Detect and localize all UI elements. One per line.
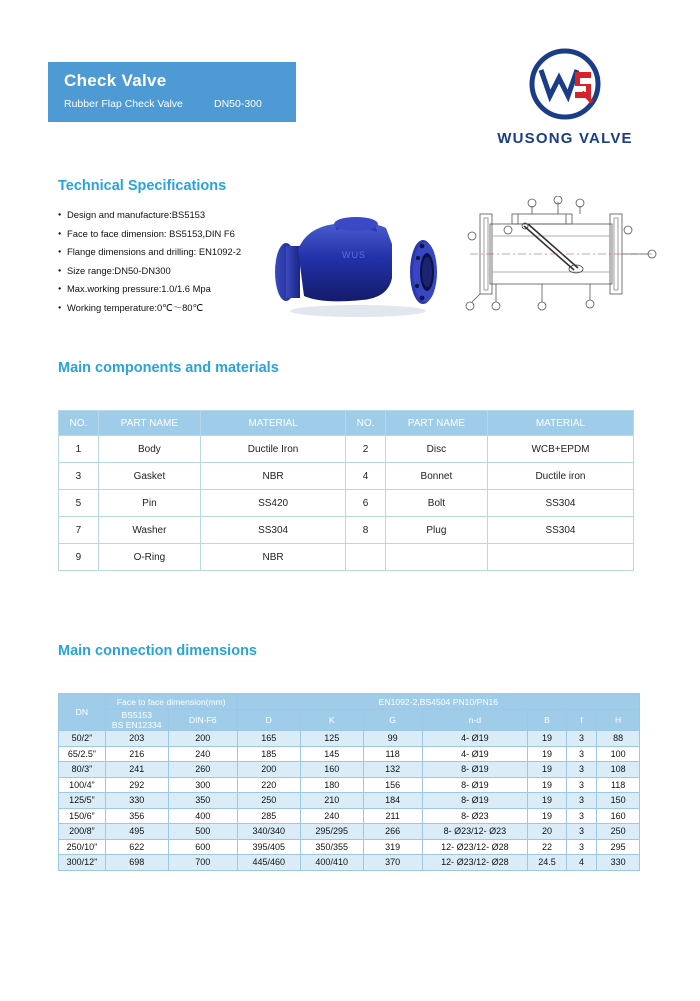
cell-part: Bonnet [385,463,487,490]
cell-g: 99 [363,731,422,747]
cell-b: 22 [528,839,567,855]
cell-dn: 50/2” [59,731,106,747]
col-bs5153 [105,710,168,731]
col-face-to-face: Face to face dimension(mm) [105,694,237,710]
cell-nd: 8- Ø23 [422,808,528,824]
cell-f: 3 [566,808,596,824]
table-row [59,746,640,762]
cell-nd: 8- Ø19 [422,777,528,793]
dimensions-heading: Main connection dimensions [58,643,257,659]
cell-d: 220 [237,777,300,793]
cell-d: 395/405 [237,839,300,855]
cell-f: 3 [566,777,596,793]
cell-b: 24.5 [528,855,567,871]
table-row [59,517,634,544]
spec-item: ● Design and manufacture:BS5153 [58,206,268,225]
table-row [59,436,634,463]
table-row [59,544,634,571]
cell-b: 19 [528,777,567,793]
col-d: D [237,710,300,731]
col-no-1: NO. [59,411,99,436]
cell-material: WCB+EPDM [487,436,633,463]
cell-g: 370 [363,855,422,871]
cell-g: 132 [363,762,422,778]
cell-material: NBR [201,463,346,490]
page-header [0,0,700,160]
cell-dn: 125/5” [59,793,106,809]
cell-dinf6: 700 [168,855,237,871]
cell-k: 295/295 [300,824,363,840]
cell-h: 108 [597,762,640,778]
col-partname-1: PART NAME [98,411,200,436]
cell-bs5153: 292 [105,777,168,793]
cell-dinf6: 350 [168,793,237,809]
cell-g: 211 [363,808,422,824]
cell-material: Ductile Iron [201,436,346,463]
cell-bs5153: 698 [105,855,168,871]
cell-k: 240 [300,808,363,824]
cell-g: 266 [363,824,422,840]
cell-h: 160 [597,808,640,824]
cell-f: 3 [566,731,596,747]
table-row [59,490,634,517]
cell-nd: 4- Ø19 [422,731,528,747]
col-en1092: EN1092-2,BS4504 PN10/PN16 [237,694,639,710]
cell-no [346,544,386,571]
table-row [59,808,640,824]
cell-dinf6: 400 [168,808,237,824]
col-g: G [363,710,422,731]
cell-d: 185 [237,746,300,762]
cell-material: SS304 [201,517,346,544]
cell-f: 3 [566,762,596,778]
cell-k: 160 [300,762,363,778]
cell-b: 19 [528,731,567,747]
cell-dinf6: 200 [168,731,237,747]
cell-part: Washer [98,517,200,544]
col-dn: DN [59,694,106,731]
cell-g: 319 [363,839,422,855]
cell-k: 125 [300,731,363,747]
cell-d: 165 [237,731,300,747]
table-sub-header-row [59,710,640,731]
col-b: B [528,710,567,731]
cell-bs5153: 622 [105,839,168,855]
cell-dinf6: 500 [168,824,237,840]
spec-item: ● Size range:DN50-DN300 [58,262,268,281]
cell-f: 3 [566,746,596,762]
cell-dn: 100/4” [59,777,106,793]
cell-d: 285 [237,808,300,824]
cell-part: Bolt [385,490,487,517]
cell-no: 1 [59,436,99,463]
cell-b: 19 [528,762,567,778]
size-range-label: DN50-300 [214,98,262,110]
components-table [58,410,634,571]
table-row [59,855,640,871]
spec-item: ● Working temperature:0℃～80℃ [58,299,268,318]
cell-dinf6: 240 [168,746,237,762]
brand-logo [470,48,660,158]
cell-dinf6: 260 [168,762,237,778]
cell-bs5153: 356 [105,808,168,824]
page-subtitle: Rubber Flap Check Valve [64,98,183,110]
cell-b: 19 [528,808,567,824]
cell-b: 20 [528,824,567,840]
cell-dn: 150/6” [59,808,106,824]
cell-material: SS420 [201,490,346,517]
table-row [59,762,640,778]
dimensions-table [58,693,640,871]
cell-nd: 4- Ø19 [422,746,528,762]
svg-text:WUS: WUS [342,250,366,260]
cell-h: 330 [597,855,640,871]
cell-material: NBR [201,544,346,571]
cell-material: SS304 [487,490,633,517]
cell-dn: 200/8” [59,824,106,840]
col-bs5153-line2: BS EN12334 [111,720,162,730]
col-no-2: NO. [346,411,386,436]
cell-g: 156 [363,777,422,793]
cell-h: 150 [597,793,640,809]
components-heading: Main components and materials [58,360,279,376]
table-row [59,839,640,855]
cell-dn: 300/12” [59,855,106,871]
cell-bs5153: 330 [105,793,168,809]
col-bs5153-line1: BS5153 [121,710,152,720]
cell-bs5153: 203 [105,731,168,747]
cell-h: 100 [597,746,640,762]
cell-part: Disc [385,436,487,463]
table-header-row [59,411,634,436]
technical-specifications-heading: Technical Specifications [58,178,227,194]
spec-item: ● Face to face dimension: BS5153,DIN F6 [58,225,268,244]
cell-k: 350/355 [300,839,363,855]
spec-item: ● Flange dimensions and drilling: EN1092-2 [58,243,268,262]
cell-part: O-Ring [98,544,200,571]
cell-k: 210 [300,793,363,809]
cell-nd: 8- Ø19 [422,762,528,778]
table-row [59,777,640,793]
cell-d: 445/460 [237,855,300,871]
cell-dinf6: 300 [168,777,237,793]
cell-part: Body [98,436,200,463]
cell-no: 9 [59,544,99,571]
wusong-logo-icon [519,48,611,126]
cell-d: 200 [237,762,300,778]
col-din-f6: DIN-F6 [168,710,237,731]
spec-item: ● Max.working pressure:1.0/1.6 Mpa [58,280,268,299]
table-row [59,463,634,490]
cell-bs5153: 216 [105,746,168,762]
cell-g: 118 [363,746,422,762]
cell-no: 2 [346,436,386,463]
col-h: H [597,710,640,731]
cell-d: 250 [237,793,300,809]
table-row [59,731,640,747]
table-row [59,824,640,840]
col-k: K [300,710,363,731]
valve-section-drawing [462,196,658,314]
cell-nd: 8- Ø23/12- Ø23 [422,824,528,840]
page-title: Check Valve [64,71,167,90]
cell-part: Pin [98,490,200,517]
col-nd: n-d [422,710,528,731]
cell-b: 19 [528,793,567,809]
cell-no: 7 [59,517,99,544]
cell-part: Gasket [98,463,200,490]
table-row [59,793,640,809]
cell-f: 4 [566,855,596,871]
cell-nd: 12- Ø23/12- Ø28 [422,839,528,855]
cell-dn: 80/3” [59,762,106,778]
cell-part: Plug [385,517,487,544]
cell-material [487,544,633,571]
cell-b: 19 [528,746,567,762]
cell-no: 8 [346,517,386,544]
cell-material: Ductile iron [487,463,633,490]
col-material-1: MATERIAL [201,411,346,436]
cell-bs5153: 495 [105,824,168,840]
cell-h: 250 [597,824,640,840]
cell-no: 5 [59,490,99,517]
cell-f: 3 [566,824,596,840]
cell-k: 180 [300,777,363,793]
valve-product-photo [258,196,458,324]
cell-no: 4 [346,463,386,490]
cell-h: 295 [597,839,640,855]
cell-f: 3 [566,793,596,809]
title-banner [48,62,296,122]
cell-g: 184 [363,793,422,809]
col-material-2: MATERIAL [487,411,633,436]
cell-k: 400/410 [300,855,363,871]
cell-nd: 12- Ø23/12- Ø28 [422,855,528,871]
cell-f: 3 [566,839,596,855]
cell-h: 88 [597,731,640,747]
cell-dn: 250/10” [59,839,106,855]
technical-specifications-list [58,206,268,317]
cell-h: 118 [597,777,640,793]
cell-bs5153: 241 [105,762,168,778]
cell-no: 6 [346,490,386,517]
cell-dn: 65/2.5” [59,746,106,762]
cell-nd: 8- Ø19 [422,793,528,809]
col-f: f [566,710,596,731]
cell-no: 3 [59,463,99,490]
table-group-header-row [59,694,640,710]
cell-dinf6: 600 [168,839,237,855]
cell-material: SS304 [487,517,633,544]
brand-name: WUSONG VALVE [497,130,633,147]
cell-k: 145 [300,746,363,762]
col-partname-2: PART NAME [385,411,487,436]
cell-d: 340/340 [237,824,300,840]
cell-part [385,544,487,571]
